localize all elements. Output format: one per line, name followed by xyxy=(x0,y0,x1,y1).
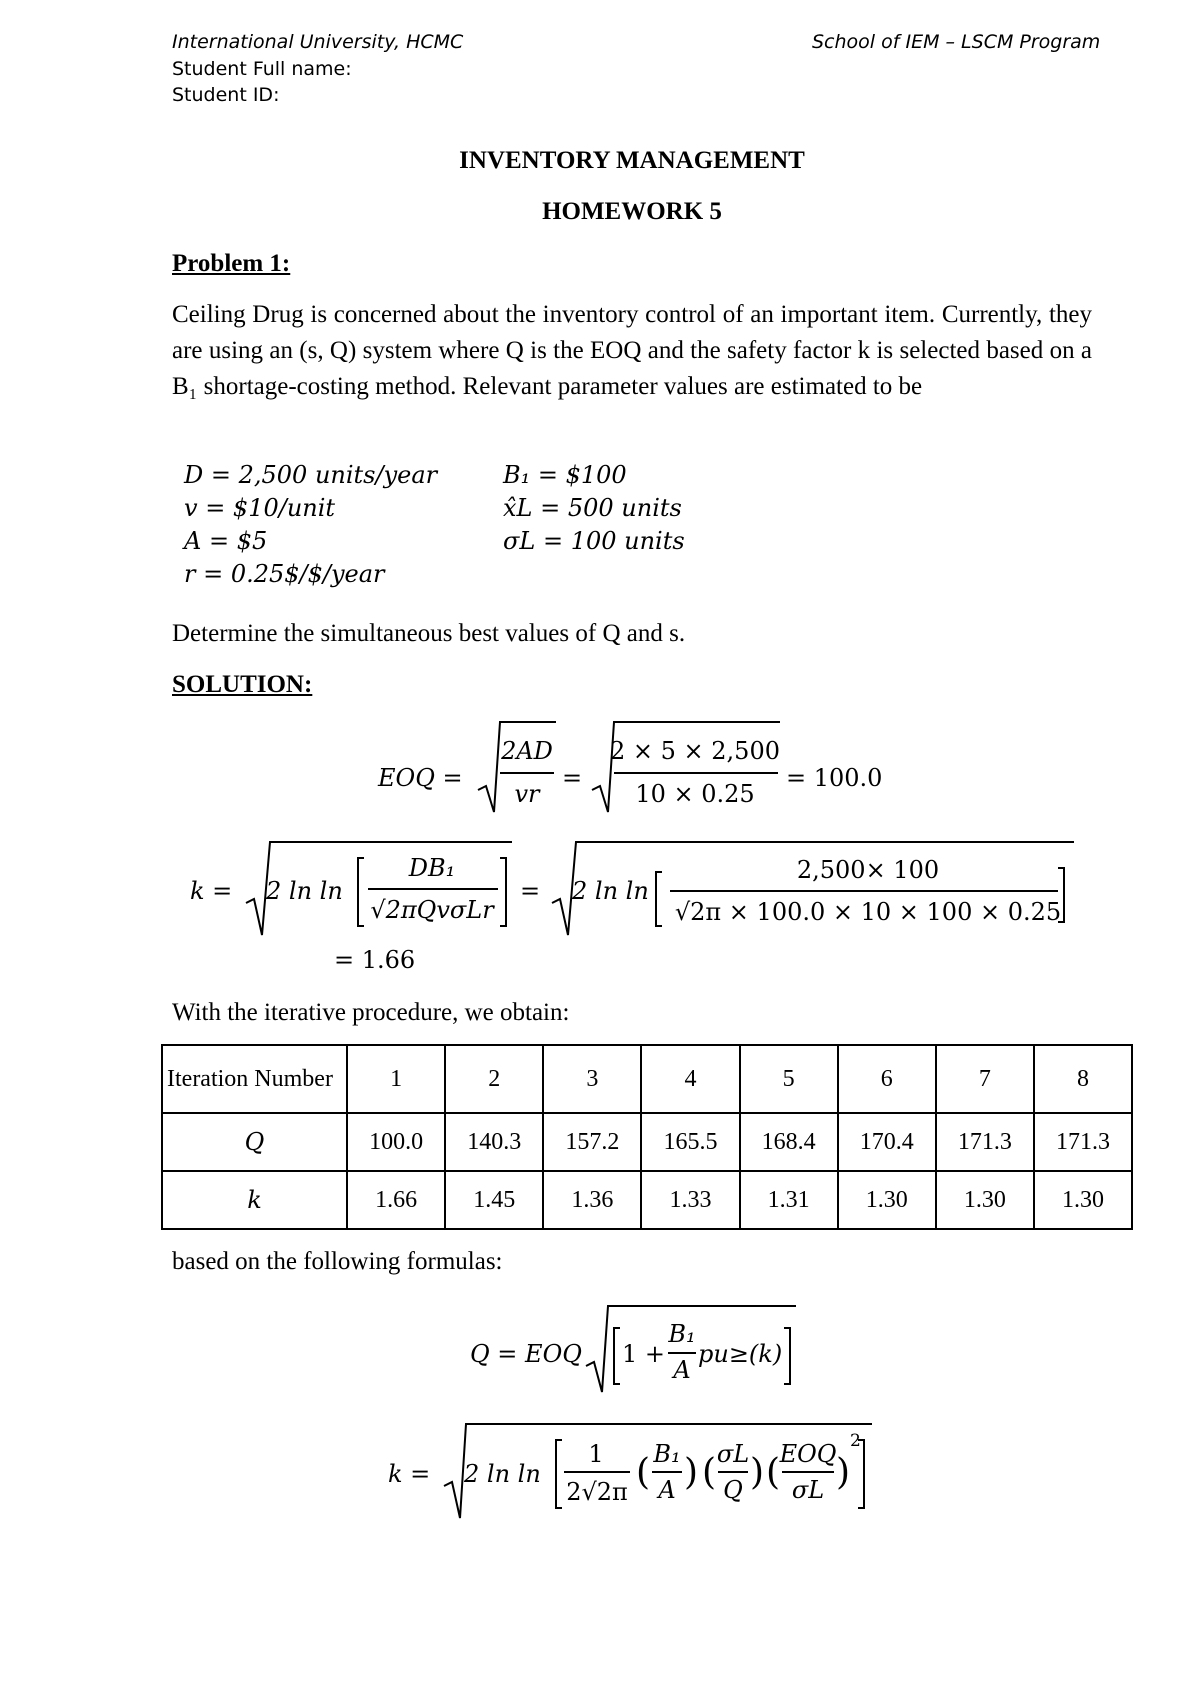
table-cell: 1.66 xyxy=(347,1171,445,1229)
student-name-label: Student Full name: xyxy=(172,58,352,80)
k-update-left-bracket xyxy=(556,1440,562,1508)
university-name: International University, HCMC xyxy=(172,31,464,53)
k-den-2: √2π × 100.0 × 10 × 100 × 0.25 xyxy=(674,898,1062,926)
table-row-iterations xyxy=(162,1045,1132,1113)
q-update-tail: pu≥(k) xyxy=(698,1340,783,1368)
table-cell: 1.30 xyxy=(1034,1171,1132,1229)
table-cell: 165.5 xyxy=(641,1113,739,1171)
k-update-p3-den: σL xyxy=(791,1476,825,1504)
eoq-num-2: 2 × 5 × 2,500 xyxy=(610,737,780,765)
k-update-p3-num: EOQ xyxy=(779,1440,837,1468)
table-cell: 2 xyxy=(445,1045,543,1113)
param-demand: D = 2,500 units/year xyxy=(184,461,438,489)
k-update-p1-num: B₁ xyxy=(653,1440,681,1468)
solution-heading: SOLUTION: xyxy=(172,671,313,698)
table-row-q xyxy=(162,1113,1132,1171)
eoq-den-2: 10 × 0.25 xyxy=(635,780,755,808)
iteration-intro: With the iterative procedure, we obtain: xyxy=(172,999,570,1026)
row-header-k: k xyxy=(162,1171,347,1229)
row-header-iteration: Iteration Number xyxy=(162,1045,347,1113)
param-shortage-cost: B₁ = $100 xyxy=(503,461,627,489)
formulas-intro: based on the following formulas: xyxy=(172,1248,503,1275)
k-num: DB₁ xyxy=(408,854,456,882)
homework-title: HOMEWORK 5 xyxy=(542,198,722,225)
q-update-right-bracket xyxy=(784,1328,790,1384)
k-update-p2-num: σL xyxy=(716,1440,750,1468)
eoq-num: 2AD xyxy=(501,737,553,765)
eoq-den: vr xyxy=(514,780,540,808)
table-cell: 168.4 xyxy=(740,1113,838,1171)
k-ln: 2 ln ln xyxy=(266,877,343,905)
k-ln-2: 2 ln ln xyxy=(572,877,649,905)
k-result: = 1.66 xyxy=(334,946,416,974)
table-cell: 5 xyxy=(740,1045,838,1113)
q-update-den: A xyxy=(673,1356,691,1384)
q-update-lhs: Q = EOQ xyxy=(470,1340,582,1368)
table-cell: 3 xyxy=(543,1045,641,1113)
param-leadtime-demand: x̂L = 500 units xyxy=(503,494,682,522)
k-right-bracket xyxy=(500,858,506,926)
table-cell: 1.30 xyxy=(838,1171,936,1229)
k-update-p2-den: Q xyxy=(723,1476,743,1504)
k-update-paren-close-3: ) xyxy=(836,1452,851,1493)
iteration-table xyxy=(161,1044,1133,1230)
table-cell: 7 xyxy=(936,1045,1034,1113)
table-cell: 8 xyxy=(1034,1045,1132,1113)
param-leadtime-sigma: σL = 100 units xyxy=(503,527,685,555)
k-left-bracket xyxy=(358,858,364,926)
table-cell: 171.3 xyxy=(1034,1113,1132,1171)
eoq-eq: = xyxy=(561,764,583,792)
table-cell: 1.33 xyxy=(641,1171,739,1229)
param-carrying-rate: r = 0.25$/$/year xyxy=(184,560,385,588)
k-update-exponent: 2 xyxy=(850,1431,861,1451)
k-update-lhs: k = xyxy=(388,1460,431,1488)
student-id-label: Student ID: xyxy=(172,84,280,106)
k-update-p1-den: A xyxy=(658,1476,676,1504)
k-eq: = xyxy=(519,877,541,905)
table-row-k xyxy=(162,1171,1132,1229)
problem-heading: Problem 1: xyxy=(172,250,291,277)
table-cell: 1.30 xyxy=(936,1171,1034,1229)
problem-statement: Ceiling Drug is concerned about the inventory control of an important item. Currently, they are using an (s, Q) system where Q is the EOQ and the safety factor k is selected based on a B₁ shortage-costing method. Relevant parameter values are estimated to be xyxy=(172,301,1092,400)
q-update-inner: 1 + xyxy=(622,1340,666,1368)
eoq-lhs: EOQ = xyxy=(378,764,463,792)
table-cell: 140.3 xyxy=(445,1113,543,1171)
k-update-paren-open-2: ( xyxy=(702,1452,717,1493)
k-update-ln: 2 ln ln xyxy=(464,1460,541,1488)
k-update-den: 2√2π xyxy=(566,1478,628,1506)
table-cell: 4 xyxy=(641,1045,739,1113)
k-update-paren-close-2: ) xyxy=(750,1452,765,1493)
k-num-2: 2,500× 100 xyxy=(796,856,940,884)
table-cell: 6 xyxy=(838,1045,936,1113)
table-cell: 100.0 xyxy=(347,1113,445,1171)
table-cell: 1 xyxy=(347,1045,445,1113)
program-name: School of IEM – LSCM Program xyxy=(812,31,1101,53)
table-cell: 1.36 xyxy=(543,1171,641,1229)
k-den: √2πQvσLr xyxy=(370,896,494,924)
param-order-cost: A = $5 xyxy=(184,527,268,555)
k-lhs: k = xyxy=(190,877,233,905)
k-update-num: 1 xyxy=(588,1440,604,1468)
k-update-paren-open-1: ( xyxy=(636,1452,651,1493)
k-update-paren-close-1: ) xyxy=(684,1452,699,1493)
table-cell: 1.45 xyxy=(445,1171,543,1229)
table-cell: 171.3 xyxy=(936,1113,1034,1171)
row-header-q: Q xyxy=(162,1113,347,1171)
k-update-paren-open-3: ( xyxy=(766,1452,781,1493)
q-update-left-bracket xyxy=(614,1328,620,1384)
table-cell: 170.4 xyxy=(838,1113,936,1171)
course-title: INVENTORY MANAGEMENT xyxy=(459,147,805,174)
param-unit-cost: v = $10/unit xyxy=(184,494,336,522)
k-left-bracket-2 xyxy=(656,872,662,926)
q-update-num: B₁ xyxy=(668,1320,696,1348)
eoq-result: = 100.0 xyxy=(786,764,883,792)
table-cell: 1.31 xyxy=(740,1171,838,1229)
problem-question: Determine the simultaneous best values of Q and s. xyxy=(172,620,686,647)
table-cell: 157.2 xyxy=(543,1113,641,1171)
